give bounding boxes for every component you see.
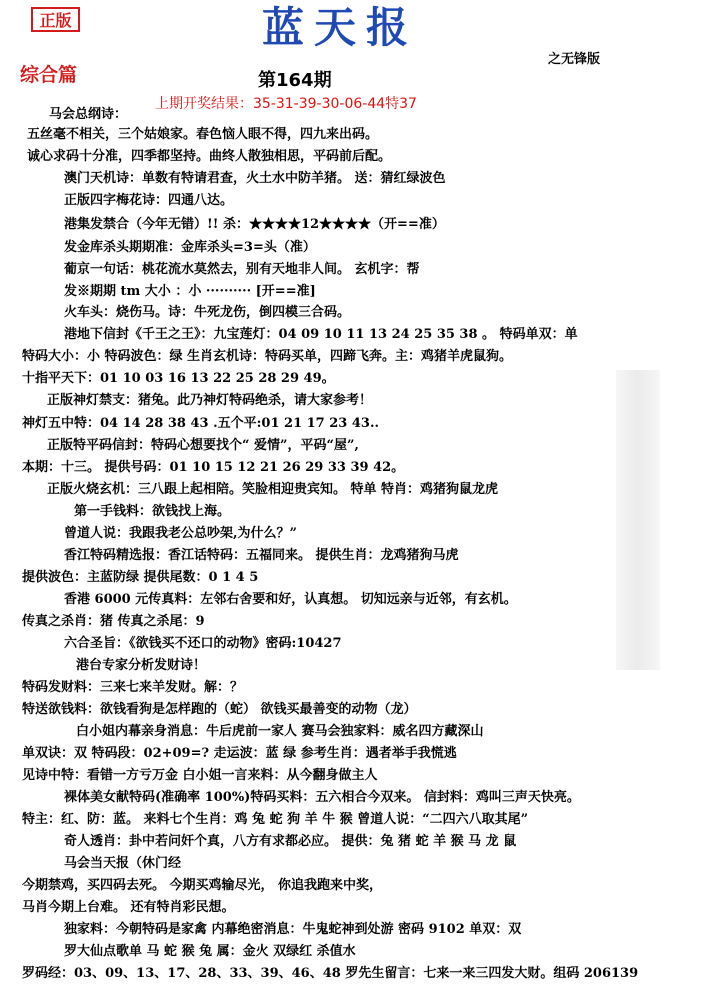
text-line: 白小姐内幕亲身消息：牛后虎前一家人 赛马会独家料：威名四方藏深山 bbox=[76, 724, 484, 739]
text-line: 特送欲钱料：欲钱看狗是怎样跑的（蛇） 欲钱买最善变的动物（龙） bbox=[22, 702, 417, 717]
text-line: 第一手钱料：欲钱找上海。 bbox=[74, 504, 231, 519]
text-line: 罗码经：03、09、13、17、28、33、39、46、48 罗先生留言：七来一来三四发大财。组码 206139 bbox=[22, 966, 639, 981]
text-line: 本期：十三。 提供号码：01 10 15 12 21 26 29 33 39 42。 bbox=[22, 460, 405, 475]
text-line: 五丝毫不相关，三个姑娘家。春色恼人眼不得，四九来出码。 bbox=[27, 127, 379, 142]
text-line: 独家料：今朝特码是家禽 内幕绝密消息：牛鬼蛇神到处游 密码 9102 单双：双 bbox=[64, 922, 522, 937]
text-line: 特主：红、防：蓝。 来料七个生肖：鸡 兔 蛇 狗 羊 牛 猴 曾道人说：“二四六八取其尾” bbox=[22, 812, 529, 827]
text-line: 传真之杀肖：猪 传真之杀尾：9 bbox=[22, 614, 205, 629]
text-line: 提供波色：主蓝防绿 提供尾数：0 1 4 5 bbox=[22, 570, 259, 585]
text-line: 马会总纲诗： bbox=[49, 107, 128, 122]
text-line: 正版特平码信封：特码心想要找个“ 爱情”，平码“屋”, bbox=[47, 438, 359, 453]
section-title: 综合篇 bbox=[20, 64, 78, 86]
text-line: 马会当天报（休门经 bbox=[64, 856, 182, 871]
newspaper-title: 蓝天报 bbox=[261, 3, 418, 52]
text-line: 十指平天下：01 10 03 16 13 22 25 28 29 49。 bbox=[22, 371, 335, 386]
text-line: 特码大小：小 特码波色：绿 生肖玄机诗：特码买单，四蹄飞奔。主：鸡猪羊虎鼠狗。 bbox=[22, 349, 513, 364]
text-line: 港集发禁合（今年无错）!! 杀：★★★★12★★★★（开==准） bbox=[64, 217, 445, 232]
text-line: 发※期期 tm 大小 ：小 ·········· [开==准] bbox=[64, 284, 316, 299]
side-watermark bbox=[616, 370, 660, 670]
last-draw-result: 上期开奖结果：35-31-39-30-06-44特37 bbox=[155, 96, 417, 112]
text-line: 裸体美女献特码(准确率 100%)特码买料：五六相合今双来。 信封料：鸡叫三声天快亮。 bbox=[64, 790, 580, 805]
text-line: 葡京一句话：桃花流水莫然去，别有天地非人间。 玄机字：帮 bbox=[64, 262, 420, 277]
issue-number: 第164期 bbox=[258, 70, 332, 91]
text-line: 诚心求码十分准，四季都坚持。曲终人散独相思，平码前后配。 bbox=[27, 149, 392, 164]
text-line: 罗大仙点歌单 马 蛇 猴 兔 属：金火 双绿红 杀值水 bbox=[64, 944, 356, 959]
text-line: 港地下信封《千王之王》：九宝莲灯：04 09 10 11 13 24 25 35 38 。 特码单双：单 bbox=[64, 327, 578, 342]
text-line: 马肖今期上台难。 还有特肖彩民想。 bbox=[22, 900, 235, 915]
text-line: 香江特码精选报：香江话特码：五福同来。 提供生肖：龙鸡猪狗马虎 bbox=[64, 548, 459, 563]
text-line: 见诗中特：看错一方亏万金 白小姐一言来料：从今翻身做主人 bbox=[22, 768, 378, 783]
text-line: 正版四字梅花诗：四通八达。 bbox=[64, 193, 234, 208]
text-line: 单双诀：双 特码段：02+09=? 走运波：蓝 绿 参考生肖：遇者举手我慌逃 bbox=[22, 746, 457, 761]
text-line: 特码发财料：三来七来羊发财。解：？ bbox=[22, 680, 244, 695]
text-line: 火车头：烧伤马。诗：牛死龙伤，倒四模三合码。 bbox=[64, 305, 351, 320]
text-line: 六合圣旨：《欲钱买不还口的动物》密码:10427 bbox=[64, 636, 342, 651]
text-line: 澳门天机诗：单数有特请君查，火土水中防羊猪。 送：猜红绿波色 bbox=[64, 171, 446, 186]
text-line: 香港 6000 元传真料：左邻右舍要和好，认真想。 切知远亲与近邻，有玄机。 bbox=[64, 592, 517, 607]
text-line: 神灯五中特：04 14 28 38 43 .五个平:01 21 17 23 43.. bbox=[22, 416, 380, 431]
text-line: 发金库杀头期期准：金库杀头=3=头（准） bbox=[64, 240, 316, 255]
text-line: 奇人透肖：卦中若问奸个真，八方有求都必应。 提供：兔 猪 蛇 羊 猴 马 龙 鼠 bbox=[64, 834, 517, 849]
edition-badge: 正版 bbox=[31, 7, 80, 32]
text-line: 曾道人说：我跟我老公总吵架,为什么？” bbox=[64, 526, 298, 541]
text-line: 正版火烧玄机：三八跟上起相陪。笑脸相迎贵宾知。 特单 特肖：鸡猪狗鼠龙虎 bbox=[47, 482, 499, 497]
text-line: 今期禁鸡，买四码去死。 今期买鸡输尽光， 你追我跑来中奖， bbox=[22, 878, 383, 893]
text-line: 正版神灯禁支：猪兔。此乃神灯特码绝杀，请大家参考！ bbox=[47, 393, 373, 408]
text-line: 港台专家分析发财诗！ bbox=[76, 658, 207, 673]
edition-label: 之无锋版 bbox=[548, 52, 601, 67]
